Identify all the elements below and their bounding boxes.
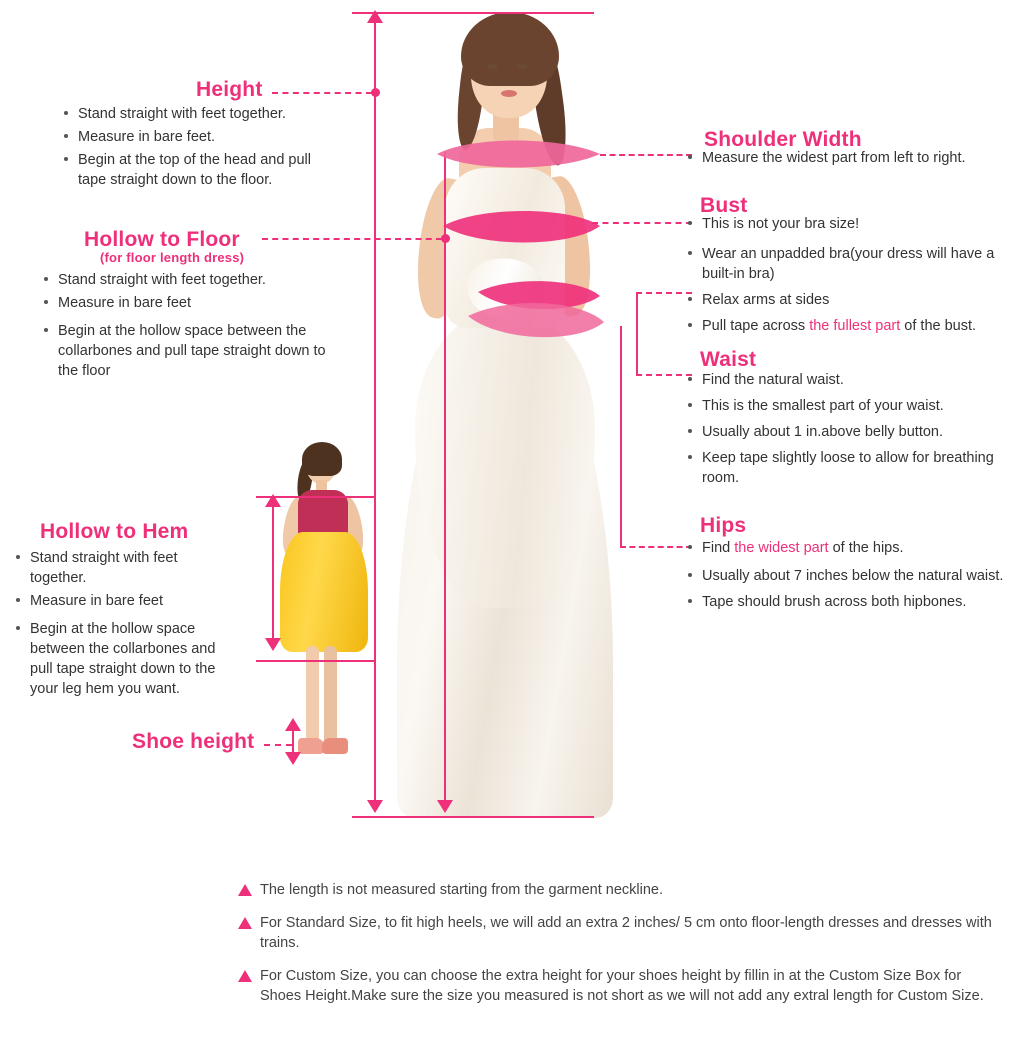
list-item: Usually about 7 inches below the natural waist. xyxy=(686,566,1006,586)
list-item: Measure in bare feet. xyxy=(62,127,342,147)
shoe-height-arrow-up xyxy=(285,718,301,731)
hollow-to-hem-list xyxy=(14,548,234,702)
list-item: Measure in bare feet xyxy=(14,591,234,611)
note-item xyxy=(238,880,998,901)
waist-callout-line-v xyxy=(636,292,638,374)
list-item: Measure the widest part from left to right. xyxy=(686,148,1006,168)
list-item: Find the natural waist. xyxy=(686,370,1006,390)
bust-band xyxy=(443,211,600,243)
waist-list xyxy=(686,370,1006,491)
hollow-to-floor-heading: Hollow to Floor xyxy=(84,228,240,251)
list-item: Begin at the hollow space between the collarbones and pull tape straight down to the floor xyxy=(42,321,332,381)
bust-heading: Bust xyxy=(700,194,748,217)
shoulder-width-list xyxy=(686,148,1006,171)
list-item: This is not your bra size! xyxy=(686,214,1006,234)
shoe-height-arrow-down xyxy=(285,752,301,765)
list-item: This is the smallest part of your waist. xyxy=(686,396,1006,416)
list-item-bust-fullest: Pull tape across the fullest part of the bust. xyxy=(686,316,1006,336)
height-list xyxy=(62,104,342,193)
hips-highlight: the widest part xyxy=(734,540,829,556)
footer-notes xyxy=(238,880,998,1019)
list-item: Begin at the top of the head and pull tape straight down to the floor. xyxy=(62,150,342,190)
list-item-hips-widest: Find the widest part of the hips. xyxy=(686,538,1006,558)
list-item: Stand straight with feet together. xyxy=(42,270,332,290)
bust-highlight: the fullest part xyxy=(809,318,901,334)
list-item: Stand straight with feet together. xyxy=(14,548,234,588)
waist-heading: Waist xyxy=(700,348,757,371)
note-text: For Standard Size, to fit high heels, we will add an extra 2 inches/ 5 cm onto floor-length dresses and dresses with trains. xyxy=(260,914,992,952)
list-item: Usually about 1 in.above belly button. xyxy=(686,422,1006,442)
shoe-height-callout-dash xyxy=(264,744,292,746)
note-text: For Custom Size, you can choose the extra height for your shoes height by fillin in at the Custom Size Box for Shoes Height.Make sure the size you measured is not short as we will not add any extral length for Custom Size. xyxy=(260,967,984,1005)
waist-callout-dash-h xyxy=(636,292,692,294)
list-item: Tape should brush across both hipbones. xyxy=(686,592,1006,612)
triangle-icon xyxy=(238,970,252,982)
waist-callout-dash-h2 xyxy=(636,374,692,376)
hips-callout-dash xyxy=(620,546,692,548)
shoulder-band xyxy=(437,141,600,168)
list-item: Begin at the hollow space between the collarbones and pull tape straight down to the your leg hem you want. xyxy=(14,619,234,699)
hollow-to-floor-subheading: (for floor length dress) xyxy=(100,250,245,265)
hollow-to-hem-vertical-line xyxy=(272,504,274,646)
hips-heading: Hips xyxy=(700,514,747,537)
hips-callout-line-v xyxy=(620,326,622,546)
hollow-to-floor-list xyxy=(42,270,332,384)
list-item: Stand straight with feet together. xyxy=(62,104,342,124)
note-text: The length is not measured starting from the garment neckline. xyxy=(260,882,663,898)
shoulder-callout-dash xyxy=(600,154,692,156)
height-heading: Height xyxy=(196,78,263,101)
note-item xyxy=(238,913,998,954)
list-item: Measure in bare feet xyxy=(42,293,332,313)
hollow-to-hem-bottom-rail xyxy=(256,660,376,662)
shoe-height-heading: Shoe height xyxy=(132,730,255,753)
list-item: Relax arms at sides xyxy=(686,290,1006,310)
bust-callout-dash xyxy=(592,222,692,224)
triangle-icon xyxy=(238,917,252,929)
hips-list xyxy=(686,538,1006,615)
hollow-to-hem-arrow-up xyxy=(265,494,281,507)
hip-band xyxy=(468,303,604,337)
shoulder-width-heading: Shoulder Width xyxy=(704,128,862,151)
list-item: Keep tape slightly loose to allow for breathing room. xyxy=(686,448,1006,488)
list-item: Wear an unpadded bra(your dress will have a built-in bra) xyxy=(686,244,1006,284)
hollow-to-hem-arrow-down xyxy=(265,638,281,651)
triangle-icon xyxy=(238,884,252,896)
note-item xyxy=(238,966,998,1007)
hollow-to-hem-heading: Hollow to Hem xyxy=(40,520,189,543)
bust-list xyxy=(686,214,1006,339)
